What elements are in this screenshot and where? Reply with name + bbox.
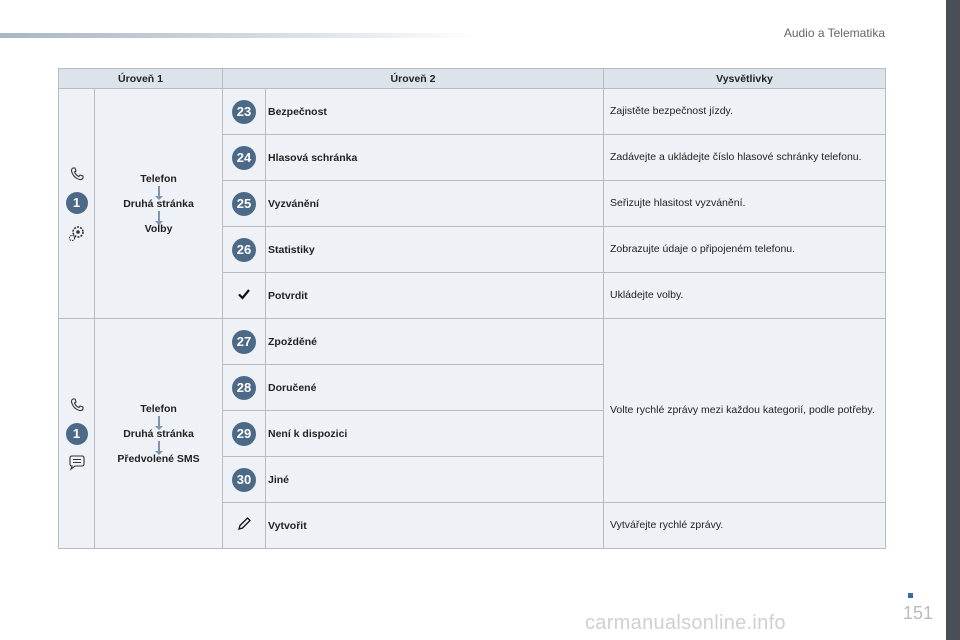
page-number: 151 xyxy=(903,603,934,623)
header-accent-bar xyxy=(0,33,480,38)
option-name: Není k dispozici xyxy=(266,411,604,457)
option-explanation: Vytvářejte rychlé zprávy. xyxy=(604,503,886,549)
option-name: Doručené xyxy=(266,365,604,411)
level1-path xyxy=(95,319,223,549)
table-header-row xyxy=(59,69,886,89)
page-marker xyxy=(908,593,913,598)
column-header-level2: Úroveň 2 xyxy=(223,69,604,89)
checkmark-icon xyxy=(237,287,251,301)
path-step: Telefon xyxy=(140,172,177,185)
row-number-badge: 24 xyxy=(232,146,256,170)
path-step: Předvolené SMS xyxy=(117,452,200,465)
path-step: Telefon xyxy=(140,402,177,415)
row-number-badge: 25 xyxy=(232,192,256,216)
option-name: Statistiky xyxy=(266,227,604,273)
pencil-icon xyxy=(236,516,252,532)
option-explanation: Zadávejte a ukládejte číslo hlasové schránky telefonu. xyxy=(604,135,886,181)
option-explanation: Zobrazujte údaje o připojeném telefonu. xyxy=(604,227,886,273)
menu-table xyxy=(58,68,886,549)
row-number-badge: 23 xyxy=(232,100,256,124)
level1-icons xyxy=(59,319,95,549)
option-name: Vyzvánění xyxy=(266,181,604,227)
column-header-explanation: Vysvětlivky xyxy=(604,69,886,89)
level1-badge: 1 xyxy=(66,192,88,214)
path-step: Volby xyxy=(144,222,173,235)
option-name: Zpožděné xyxy=(266,319,604,365)
down-arrow-icon xyxy=(158,186,160,197)
option-explanation: Seřizujte hlasitost vyzvánění. xyxy=(604,181,886,227)
option-name: Bezpečnost xyxy=(266,89,604,135)
option-explanation: Zajistěte bezpečnost jízdy. xyxy=(604,89,886,135)
phone-icon xyxy=(69,166,85,182)
option-explanation: Volte rychlé zprávy mezi každou kategorií, podle potřeby. xyxy=(604,319,886,503)
section-title: Audio a Telematika xyxy=(783,26,885,40)
down-arrow-icon xyxy=(158,441,160,452)
option-name: Potvrdit xyxy=(266,273,604,319)
option-name: Jiné xyxy=(266,457,604,503)
column-header-level1: Úroveň 1 xyxy=(59,69,223,89)
table-row xyxy=(59,89,886,135)
path-step: Druhá stránka xyxy=(123,427,194,440)
option-explanation: Ukládejte volby. xyxy=(604,273,886,319)
phone-icon xyxy=(69,397,85,413)
option-name: Hlasová schránka xyxy=(266,135,604,181)
level1-icons xyxy=(59,89,95,319)
row-number-badge: 30 xyxy=(232,468,256,492)
watermark: carmanualsonline.info xyxy=(585,612,786,634)
message-icon xyxy=(68,455,86,471)
level1-badge: 1 xyxy=(66,423,88,445)
row-number-badge: 26 xyxy=(232,238,256,262)
table-row xyxy=(59,319,886,365)
page-edge-strip xyxy=(946,0,960,640)
row-number-badge: 27 xyxy=(232,330,256,354)
down-arrow-icon xyxy=(158,416,160,427)
path-step: Druhá stránka xyxy=(123,197,194,210)
settings-icon xyxy=(68,224,86,242)
down-arrow-icon xyxy=(158,211,160,222)
option-name: Vytvořit xyxy=(266,503,604,549)
row-number-badge: 28 xyxy=(232,376,256,400)
level1-path xyxy=(95,89,223,319)
row-number-badge: 29 xyxy=(232,422,256,446)
